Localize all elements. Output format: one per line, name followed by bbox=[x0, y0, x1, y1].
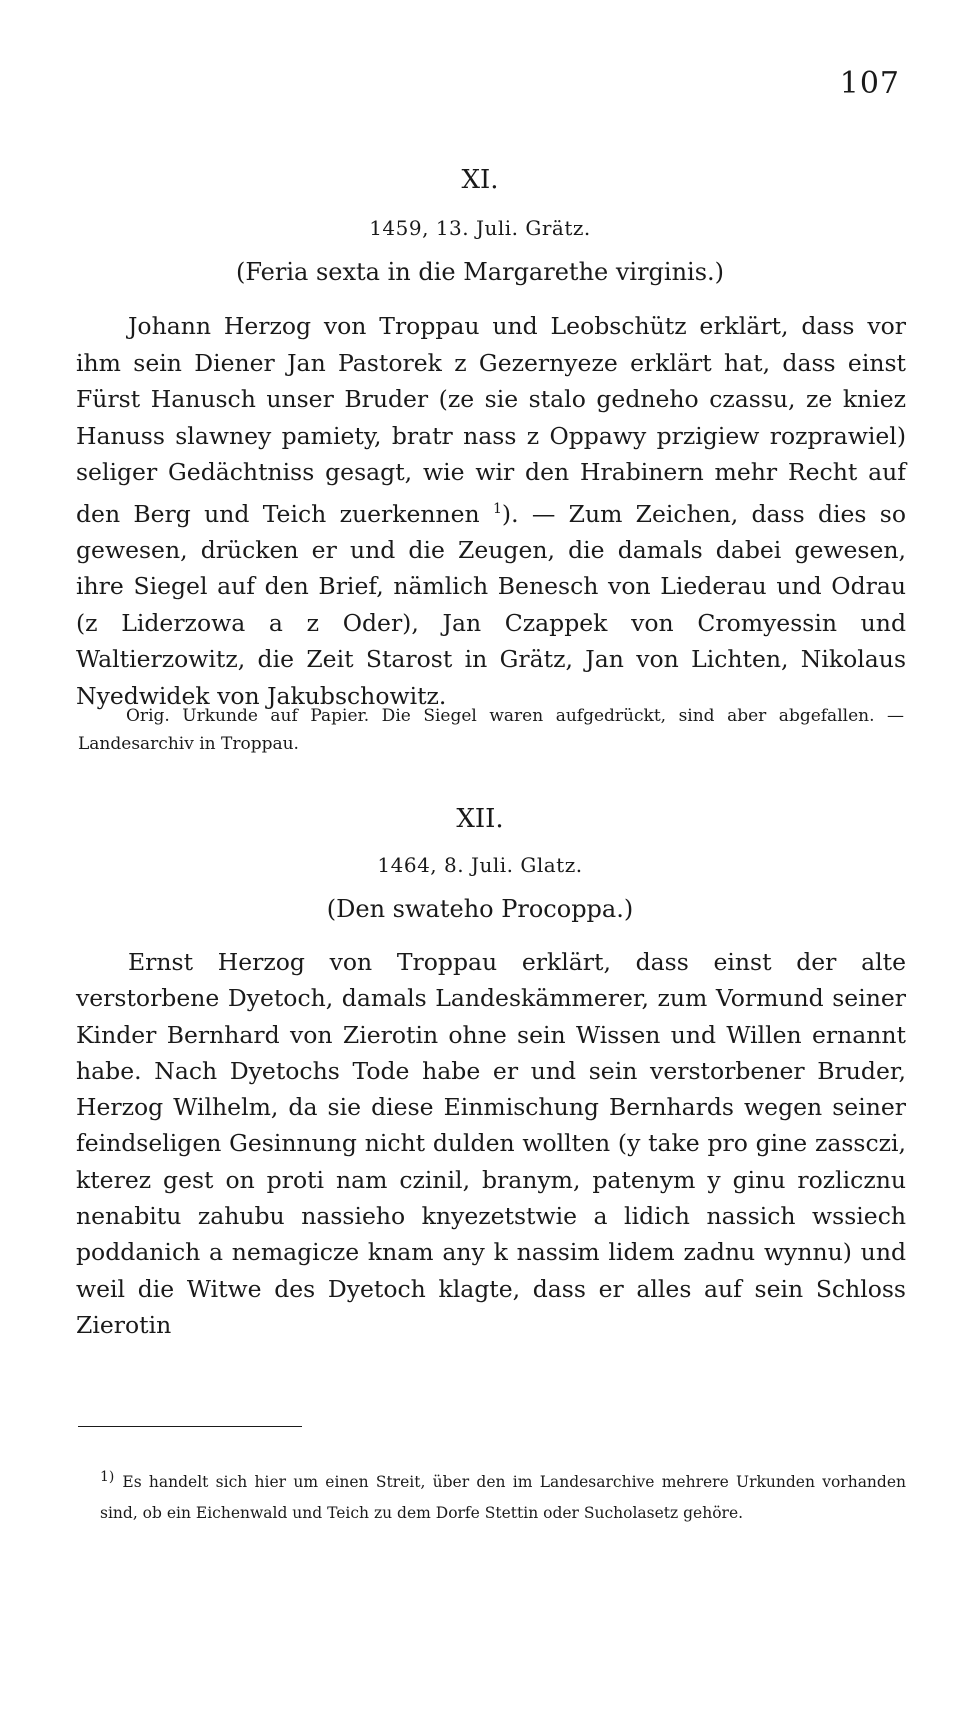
footnote-text: Es handelt sich hier um einen Streit, über den im Landesarchive mehrere Urkunden vorhanden sind, ob ein Eichenwald und Teich zu dem Dorfe Stettin oder Sucholasetz gehöre. bbox=[100, 1473, 906, 1523]
paragraph-text-continued: ). — Zum Zeichen, dass dies so gewesen, drücken er und die Zeugen, die damals dabei gewesen, ihre Siegel auf den Brief, nämlich Benesch von Liederau und Odrau (z Liderzowa a z Oder), Jan Czappek von Cromyessin und Waltierzowitz, die Zeit Starost in Grätz, Jan von Lichten, Nikolaus Nyedwidek von Jakubschowitz. bbox=[76, 499, 906, 710]
page-number: 107 bbox=[839, 66, 900, 101]
regest-paragraph bbox=[76, 308, 906, 714]
footnote-divider bbox=[78, 1426, 302, 1427]
footnote-marker: 1) bbox=[100, 1469, 115, 1485]
regest-paragraph: Ernst Herzog von Troppau erklärt, dass einst der alte verstorbene Dyetoch, damals Landeskämmerer, zum Vormund seiner Kinder Bernhard von Zierotin ohne sein Wissen und Willen ernannt habe. Nach Dyetochs Tode habe er und sein verstorbener Bruder, Herzog Wilhelm, da sie diese Einmischung Bernhards wegen seiner feindseligen Gesinnung nicht dulden wollten (y take pro gine zassczi, kterez gest on proti nam czinil, branym, patenym y ginu rozlicznu nenabitu zahubu nassieho knyezetstwie a lidich nassich wssiech poddanich a nemagicze knam any k nassim lidem zadnu wynnu) und weil die Witwe des Dyetoch klagte, dass er alles auf sein Schloss Zierotin bbox=[76, 948, 906, 1339]
footnote-reference: 1 bbox=[492, 500, 502, 517]
section-number: XII. bbox=[456, 804, 504, 834]
source-note: Orig. Urkunde auf Papier. Die Siegel waren aufgedrückt, sind aber abgefallen. — Landesarchiv in Troppau. bbox=[78, 706, 904, 754]
feast-day-line: (Feria sexta in die Margarethe virginis.) bbox=[235, 258, 725, 286]
section-number: XI. bbox=[461, 165, 499, 195]
footnote bbox=[100, 1462, 906, 1529]
paragraph-text: Johann Herzog von Troppau und Leobschütz erklärt, dass vor ihm sein Diener Jan Pastorek z Gezernyeze erklärt hat, dass einst Fürst Hanusch unser Bruder (ze sie stalo gedneho czassu, ze kniez Hanuss slawney pamiety, bratr nass z Oppawy przigiew rozprawiel) seliger Gedächtniss gesagt, wie wir den Hrabinern mehr Recht auf den Berg und Teich zuerkennen bbox=[76, 312, 906, 528]
feast-day-line: (Den swateho Procoppa.) bbox=[326, 895, 634, 923]
date-line: 1459, 13. Juli. Grätz. bbox=[369, 216, 591, 240]
date-line: 1464, 8. Juli. Glatz. bbox=[377, 853, 583, 877]
